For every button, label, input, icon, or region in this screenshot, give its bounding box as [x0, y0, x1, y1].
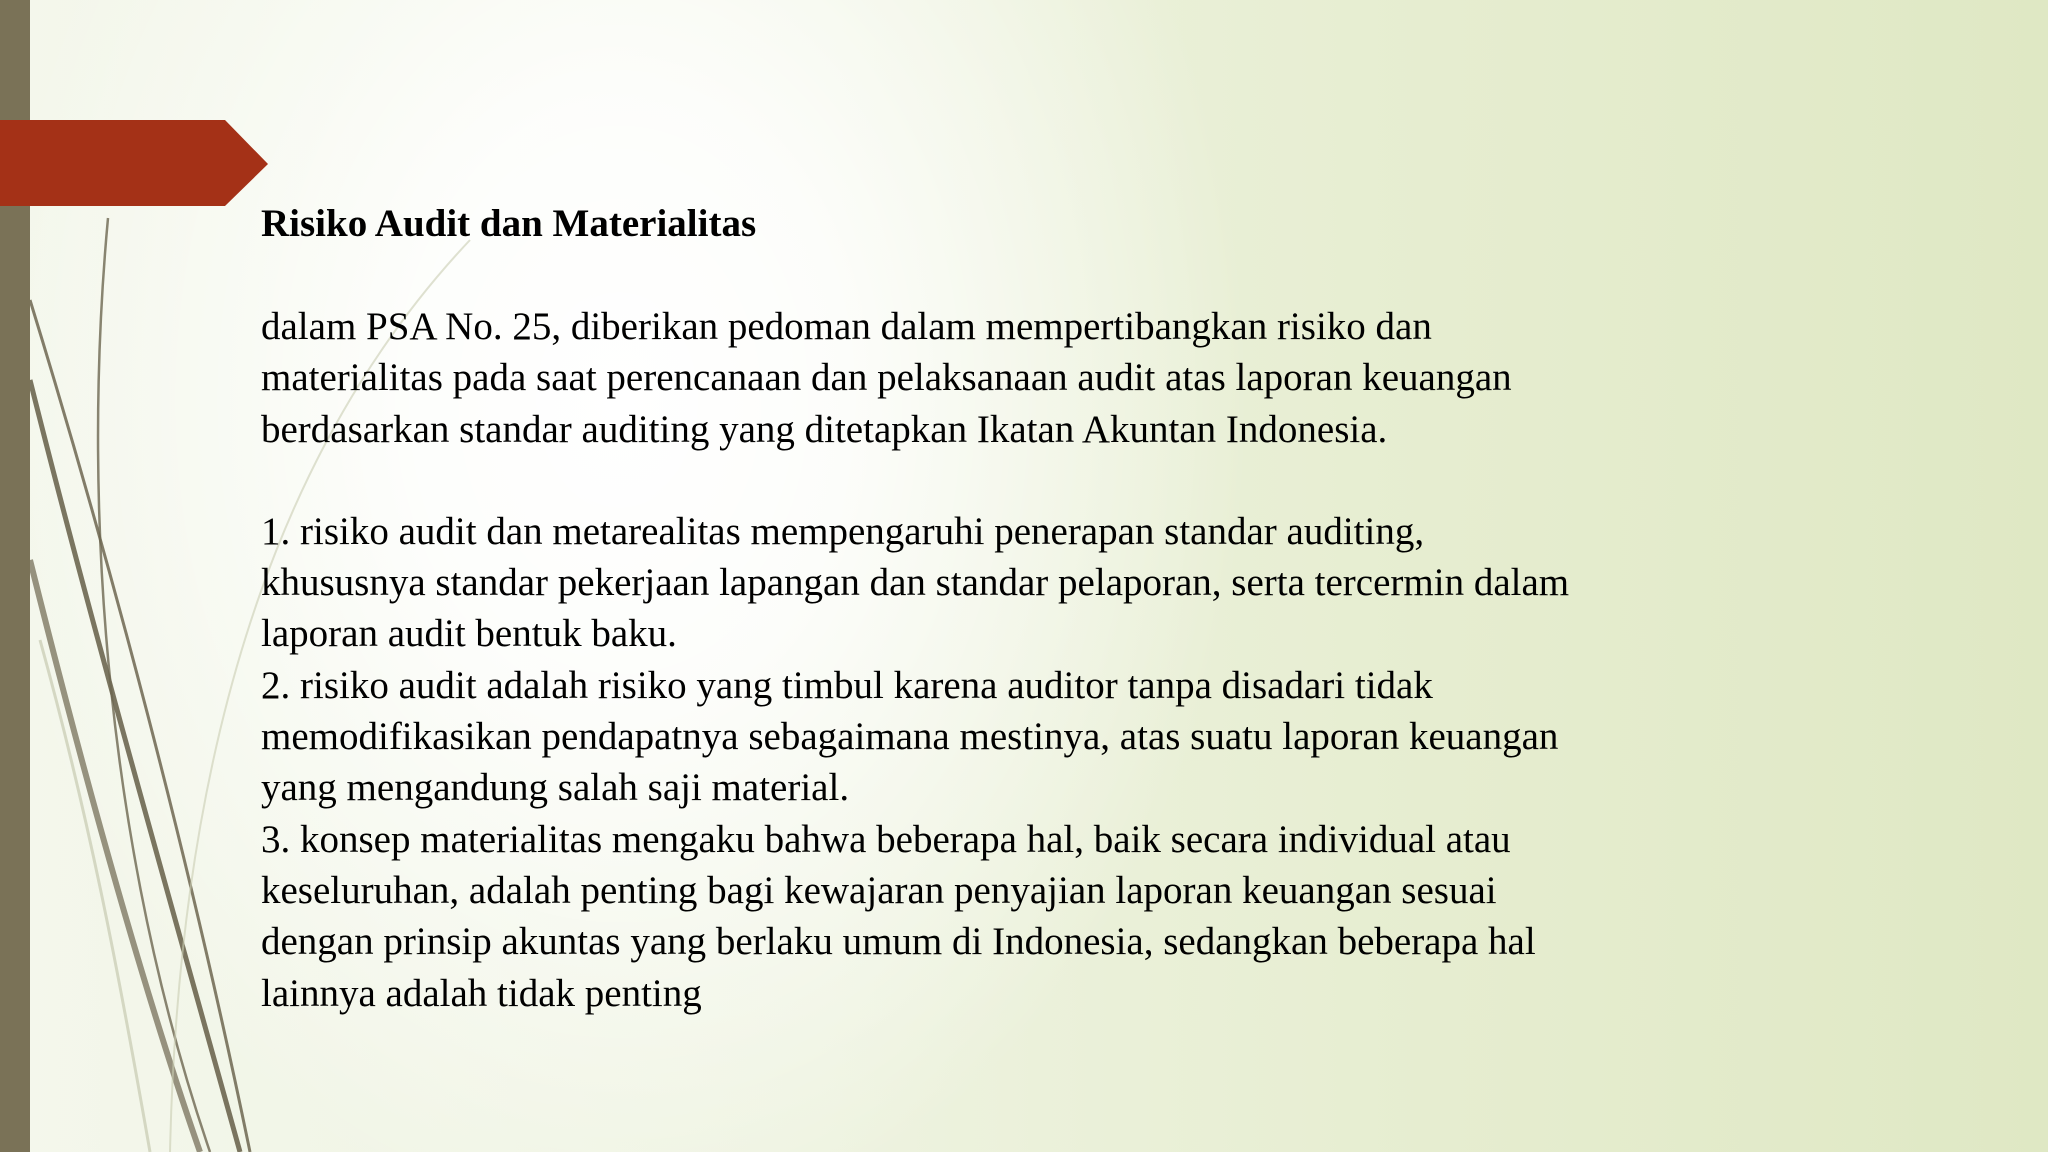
point-3: 3. konsep materialitas mengaku bahwa beberapa hal, baik secara individual atau keseluruhan, adalah penting bagi kewajaran penyajian laporan keuangan sesuai dengan prinsip akuntas yang berlaku umum di Indonesia, sedangkan beberapa hal lainnya adalah tidak penting: [261, 817, 1536, 1015]
title-accent-arrow: [0, 0, 270, 210]
point-1: 1. risiko audit dan metarealitas mempengaruhi penerapan standar auditing, khususnya standar pekerjaan lapangan dan standar pelaporan, serta tercermin dalam laporan audit bentuk baku.: [261, 509, 1570, 656]
slide-title: Risiko Audit dan Materialitas: [261, 202, 757, 245]
spacer: [261, 455, 1821, 506]
intro-paragraph: dalam PSA No. 25, diberikan pedoman dalam mempertibangkan risiko dan materialitas pada saat perencanaan dan pelaksanaan audit atas laporan keuangan berdasarkan standar auditing yang ditetapkan Ikatan Akuntan Indonesia.: [261, 305, 1512, 451]
spacer: [261, 250, 1821, 301]
slide-content: [261, 198, 1821, 1019]
point-2: 2. risiko audit adalah risiko yang timbul karena auditor tanpa disadari tidak memodifikasikan pendapatnya sebagaimana mestinya, atas suatu laporan keuangan yang mengandung salah saji material.: [261, 663, 1559, 810]
